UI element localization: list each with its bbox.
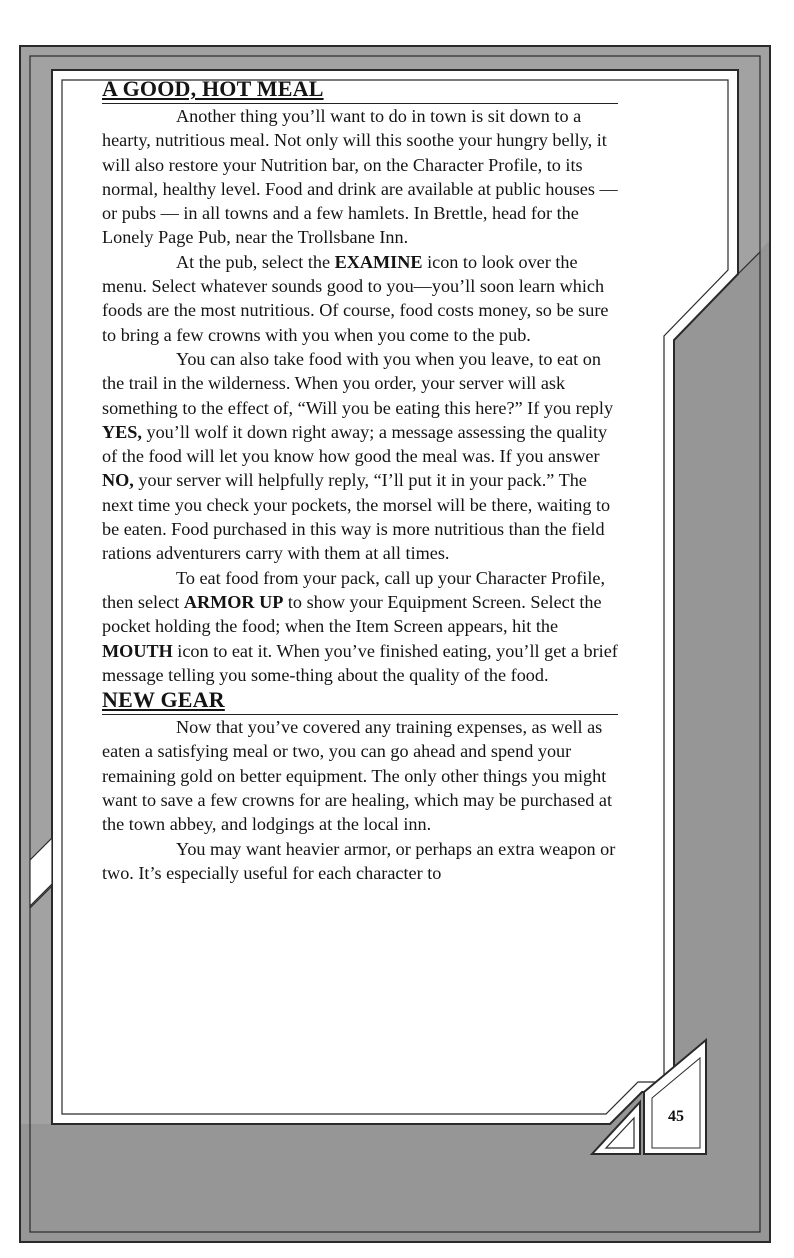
yes-keyword: YES, xyxy=(102,421,142,442)
armor-up-keyword: ARMOR UP xyxy=(183,591,284,612)
no-keyword: NO, xyxy=(102,470,134,491)
paragraph: To eat food from your pack, call up your Character Profile, then select ARMOR UP to show your Equipment Screen. Select the pocket holding the food; when the Item Screen appears, hit the MOUTH icon to eat it. When you’ve finished eating, you’ll get a brief message telling you some-thing about the quality of the food. xyxy=(102,567,618,685)
paragraph: You can also take food with you when you leave, to eat on the trail in the wilderness. When you order, your server will ask something to the effect of, “Will you be eating this here?” If you reply YES, you’ll wolf it down right away; a message assessing the quality of the food will let you know how good the meal was. If you answer NO, your server will helpfully reply, “I’ll put it in your pack.” The next time you check your pockets, the morsel will be there, waiting to be eaten. Food purchased in this way is more nutritious than the field rations adventurers carry with them at all times. xyxy=(102,348,614,564)
paragraph: You may want heavier armor, or perhaps an extra weapon or two. It’s especially useful for each character to xyxy=(102,838,616,883)
paragraph: Another thing you’ll want to do in town is sit down to a hearty, nutritious meal. Not only will this soothe your hungry belly, it will also restore your Nutrition bar, on the Character Profile, to its normal, healthy level. Food and drink are available at public houses — or pubs — in all towns and a few hamlets. In Brettle, head for the Lonely Page Pub, near the Trollsbane Inn. xyxy=(102,106,618,248)
paragraph: Now that you’ve covered any training expenses, as well as eaten a satisfying meal or two, you can go ahead and spend your remaining gold on better equipment. The only other things you might want to save a few crowns for are healing, which may be purchased at the town abbey, and lodgings at the local inn. xyxy=(102,717,613,835)
paragraph: At the pub, select the EXAMINE icon to look over the menu. Select whatever sounds good to you—you’ll soon learn which foods are the most nutritious. Of course, food costs money, so be sure to bring a few crowns with you when you come to the pub. xyxy=(102,251,609,345)
page-content xyxy=(102,76,618,885)
heading-new-gear: NEW GEAR xyxy=(102,687,618,715)
page-number: 45 xyxy=(668,1108,684,1125)
examine-keyword: EXAMINE xyxy=(334,251,423,272)
heading-good-hot-meal: A GOOD, HOT MEAL xyxy=(102,76,618,104)
mouth-keyword: MOUTH xyxy=(102,640,173,661)
